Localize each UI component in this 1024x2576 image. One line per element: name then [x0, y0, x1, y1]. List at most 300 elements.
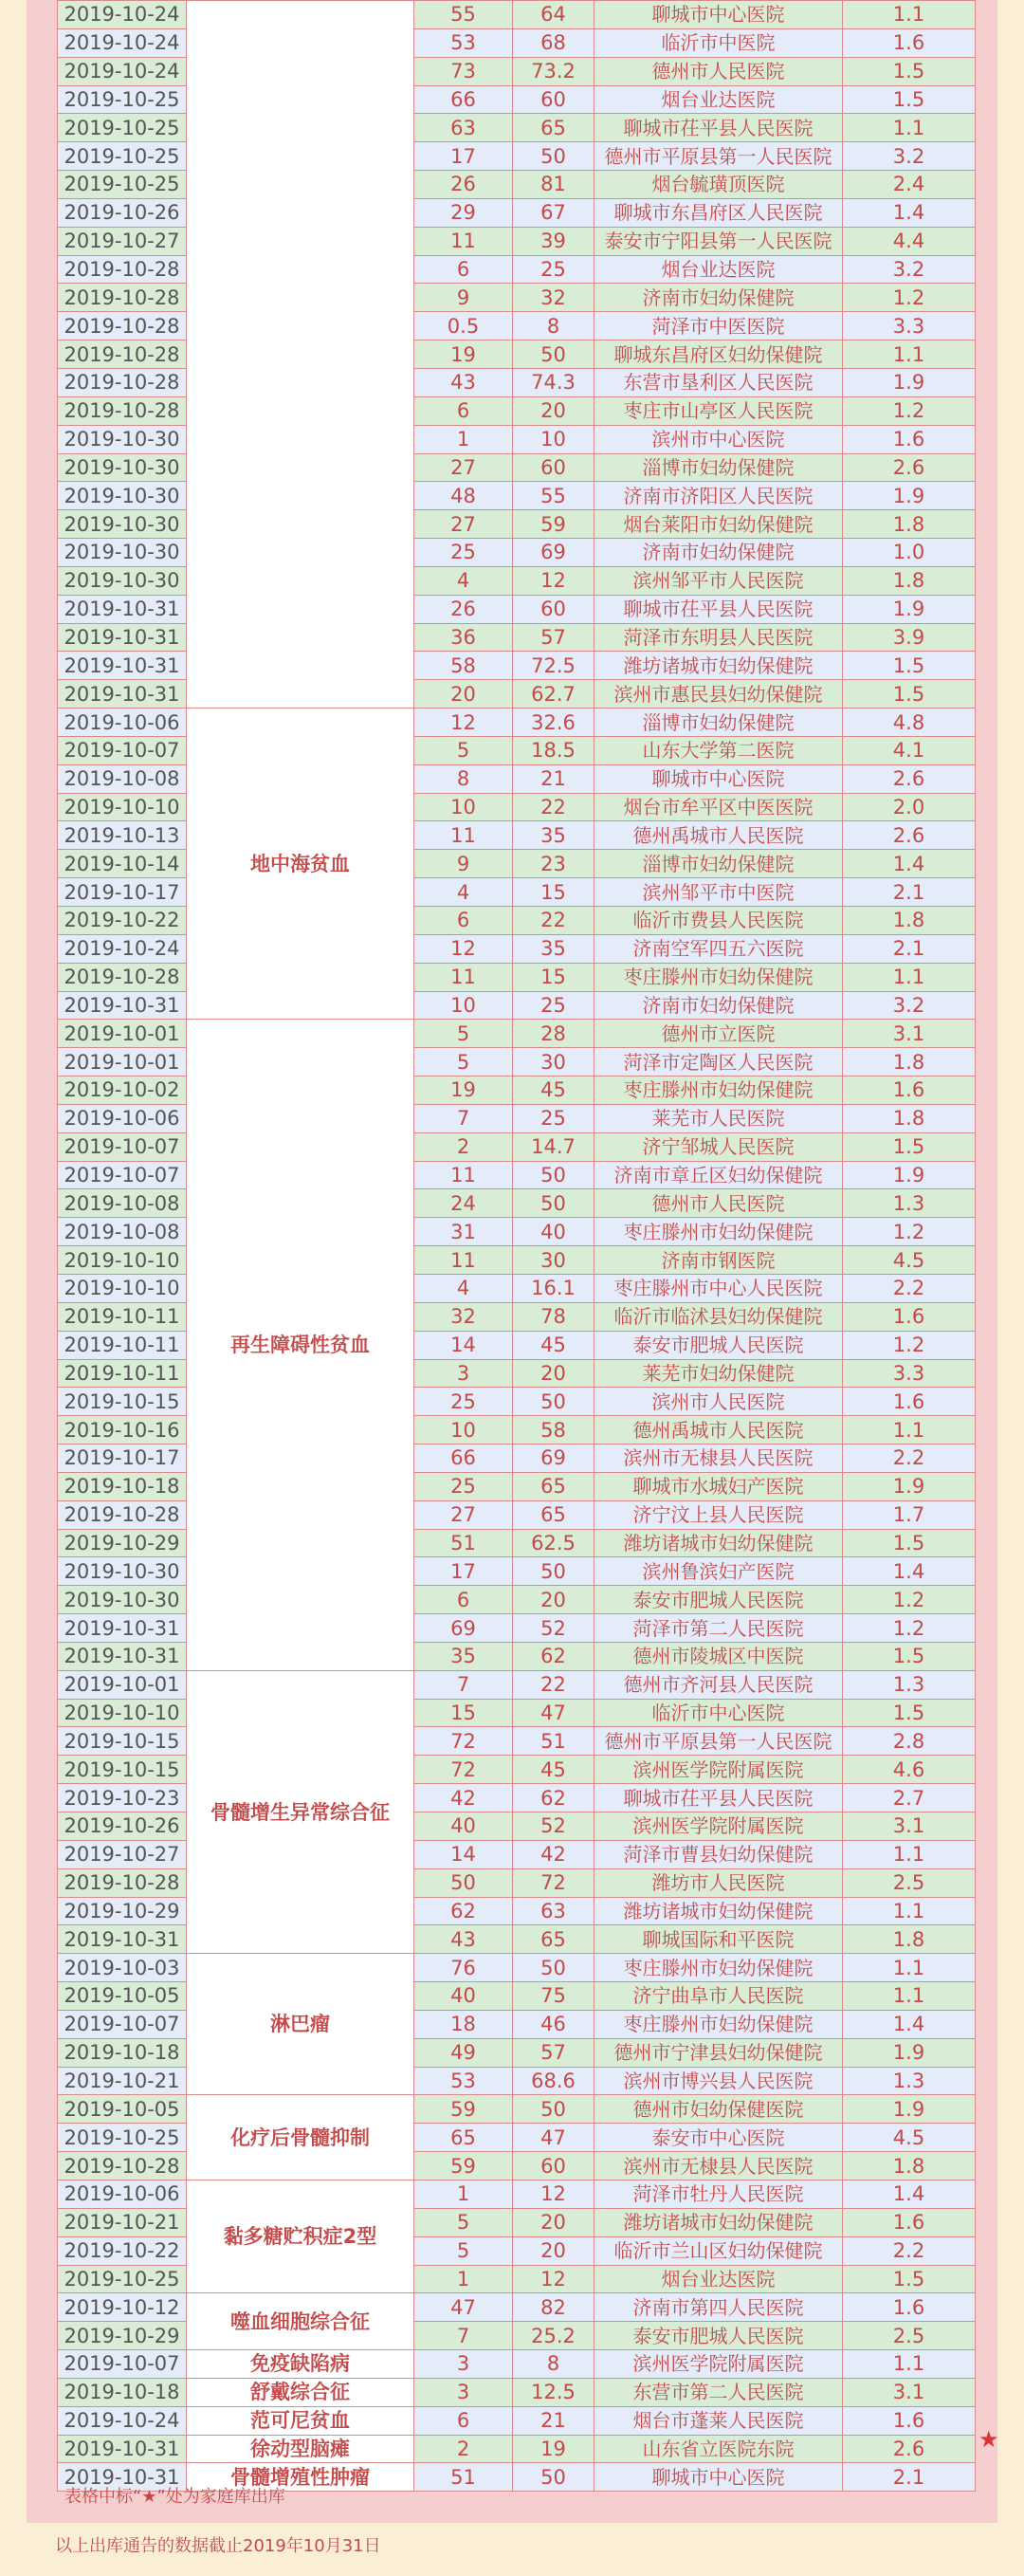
- value-a-cell: 2: [414, 2435, 513, 2463]
- value-b-cell: 10: [513, 425, 594, 453]
- date-cell: 2019-10-24: [58, 1, 187, 29]
- value-b-cell: 16.1: [513, 1274, 594, 1302]
- data-cutoff-footer: 以上出库通告的数据截止2019年10月31日: [55, 2536, 381, 2556]
- hospital-cell: 滨州市人民医院: [594, 1388, 843, 1416]
- value-r-cell: 1.9: [843, 595, 976, 623]
- hospital-cell: 德州禹城市人民医院: [594, 821, 843, 850]
- value-r-cell: 1.1: [843, 1, 976, 29]
- value-a-cell: 50: [414, 1868, 513, 1897]
- value-r-cell: 2.8: [843, 1727, 976, 1756]
- value-r-cell: 3.1: [843, 1020, 976, 1048]
- value-a-cell: 31: [414, 1218, 513, 1246]
- value-a-cell: 72: [414, 1756, 513, 1784]
- date-cell: 2019-10-08: [58, 1218, 187, 1246]
- value-a-cell: 14: [414, 1840, 513, 1868]
- hospital-cell: 临沂市费县人民医院: [594, 907, 843, 935]
- value-r-cell: 1.7: [843, 1500, 976, 1529]
- value-r-cell: 1.5: [843, 2265, 976, 2293]
- date-cell: 2019-10-13: [58, 821, 187, 850]
- value-a-cell: 1: [414, 425, 513, 453]
- table-row: [58, 1954, 976, 1982]
- value-a-cell: 58: [414, 652, 513, 680]
- date-cell: 2019-10-25: [58, 171, 187, 199]
- value-b-cell: 35: [513, 821, 594, 850]
- value-b-cell: 18.5: [513, 736, 594, 764]
- value-r-cell: 2.1: [843, 2463, 976, 2492]
- value-b-cell: 20: [513, 396, 594, 425]
- value-b-cell: 45: [513, 1756, 594, 1784]
- value-r-cell: 1.9: [843, 368, 976, 396]
- hospital-cell: 东营市垦利区人民医院: [594, 368, 843, 396]
- hospital-cell: 烟台业达医院: [594, 2265, 843, 2293]
- date-cell: 2019-10-31: [58, 652, 187, 680]
- value-a-cell: 1: [414, 2180, 513, 2208]
- value-r-cell: 1.1: [843, 1897, 976, 1925]
- hospital-cell: 泰安市宁阳县第一人民医院: [594, 227, 843, 255]
- value-b-cell: 50: [513, 1954, 594, 1982]
- date-cell: 2019-10-01: [58, 1048, 187, 1076]
- value-b-cell: 23: [513, 850, 594, 878]
- value-b-cell: 68.6: [513, 2067, 594, 2095]
- value-b-cell: 40: [513, 1218, 594, 1246]
- value-r-cell: 1.2: [843, 396, 976, 425]
- value-r-cell: 2.0: [843, 793, 976, 821]
- value-r-cell: 1.5: [843, 680, 976, 708]
- value-b-cell: 64: [513, 1, 594, 29]
- hospital-cell: 山东省立医院东院: [594, 2435, 843, 2463]
- hospital-cell: 潍坊诸城市妇幼保健院: [594, 652, 843, 680]
- value-b-cell: 62: [513, 1784, 594, 1812]
- value-a-cell: 25: [414, 1472, 513, 1500]
- hospital-cell: 烟台市牟平区中医医院: [594, 793, 843, 821]
- date-cell: 2019-10-25: [58, 2265, 187, 2293]
- date-cell: 2019-10-28: [58, 396, 187, 425]
- value-a-cell: 4: [414, 566, 513, 595]
- value-b-cell: 62.5: [513, 1529, 594, 1557]
- date-cell: 2019-10-27: [58, 227, 187, 255]
- value-b-cell: 57: [513, 623, 594, 652]
- value-r-cell: 2.2: [843, 2236, 976, 2265]
- value-r-cell: 2.7: [843, 1784, 976, 1812]
- date-cell: 2019-10-16: [58, 1416, 187, 1444]
- value-b-cell: 60: [513, 85, 594, 114]
- date-cell: 2019-10-28: [58, 340, 187, 369]
- value-r-cell: 2.6: [843, 453, 976, 482]
- hospital-cell: 德州市齐河县人民医院: [594, 1670, 843, 1699]
- value-a-cell: 43: [414, 368, 513, 396]
- hospital-cell: 烟台业达医院: [594, 85, 843, 114]
- value-r-cell: 1.6: [843, 2208, 976, 2236]
- value-b-cell: 65: [513, 1472, 594, 1500]
- hospital-cell: 聊城市中心医院: [594, 1, 843, 29]
- data-sheet: [57, 0, 975, 2489]
- value-r-cell: 1.5: [843, 652, 976, 680]
- value-r-cell: 1.3: [843, 1189, 976, 1218]
- value-r-cell: 1.1: [843, 340, 976, 369]
- value-a-cell: 32: [414, 1302, 513, 1331]
- value-a-cell: 53: [414, 28, 513, 57]
- table-row: [58, 2378, 976, 2406]
- table-row: [58, 2350, 976, 2379]
- value-r-cell: 1.4: [843, 198, 976, 227]
- value-b-cell: 50: [513, 1557, 594, 1586]
- disease-cell: [187, 1, 414, 708]
- value-r-cell: 3.3: [843, 1359, 976, 1388]
- value-a-cell: 73: [414, 57, 513, 85]
- hospital-cell: 济南市妇幼保健院: [594, 991, 843, 1020]
- value-r-cell: 3.2: [843, 991, 976, 1020]
- value-a-cell: 53: [414, 2067, 513, 2095]
- hospital-cell: 烟台毓璜顶医院: [594, 171, 843, 199]
- hospital-cell: 济南市妇幼保健院: [594, 539, 843, 567]
- value-a-cell: 27: [414, 453, 513, 482]
- date-cell: 2019-10-24: [58, 28, 187, 57]
- date-cell: 2019-10-27: [58, 1840, 187, 1868]
- hospital-cell: 德州市平原县第一人民医院: [594, 1727, 843, 1756]
- value-b-cell: 20: [513, 2208, 594, 2236]
- date-cell: 2019-10-15: [58, 1756, 187, 1784]
- value-b-cell: 58: [513, 1416, 594, 1444]
- value-r-cell: 1.6: [843, 425, 976, 453]
- value-r-cell: 1.3: [843, 2067, 976, 2095]
- value-b-cell: 14.7: [513, 1132, 594, 1161]
- hospital-cell: 济南市济阳区人民医院: [594, 482, 843, 510]
- hospital-cell: 东营市第二人民医院: [594, 2378, 843, 2406]
- value-r-cell: 1.2: [843, 1331, 976, 1359]
- disease-cell: 地中海贫血: [187, 708, 414, 1020]
- value-a-cell: 8: [414, 764, 513, 793]
- date-cell: 2019-10-10: [58, 1274, 187, 1302]
- hospital-cell: 德州市人民医院: [594, 57, 843, 85]
- value-a-cell: 12: [414, 708, 513, 737]
- disease-cell: 范可尼贫血: [187, 2406, 414, 2435]
- hospital-cell: 枣庄滕州市妇幼保健院: [594, 2010, 843, 2038]
- value-r-cell: 1.8: [843, 566, 976, 595]
- date-cell: 2019-10-30: [58, 453, 187, 482]
- value-a-cell: 35: [414, 1642, 513, 1670]
- value-r-cell: 1.8: [843, 510, 976, 539]
- value-b-cell: 25.2: [513, 2322, 594, 2350]
- hospital-cell: 枣庄滕州市妇幼保健院: [594, 1218, 843, 1246]
- value-b-cell: 19: [513, 2435, 594, 2463]
- value-b-cell: 51: [513, 1727, 594, 1756]
- hospital-cell: 德州市平原县第一人民医院: [594, 142, 843, 171]
- value-r-cell: 1.1: [843, 1982, 976, 2011]
- value-b-cell: 81: [513, 171, 594, 199]
- value-b-cell: 20: [513, 1586, 594, 1614]
- value-a-cell: 12: [414, 934, 513, 963]
- value-r-cell: 1.6: [843, 2406, 976, 2435]
- value-a-cell: 7: [414, 1104, 513, 1132]
- value-r-cell: 1.1: [843, 1840, 976, 1868]
- value-a-cell: 5: [414, 2236, 513, 2265]
- value-r-cell: 2.1: [843, 878, 976, 907]
- value-r-cell: 1.4: [843, 2010, 976, 2038]
- hospital-cell: 烟台业达医院: [594, 255, 843, 284]
- value-r-cell: 4.8: [843, 708, 976, 737]
- value-a-cell: 26: [414, 171, 513, 199]
- hospital-cell: 临沂市兰山区妇幼保健院: [594, 2236, 843, 2265]
- value-b-cell: 57: [513, 2038, 594, 2067]
- date-cell: 2019-10-30: [58, 482, 187, 510]
- value-a-cell: 6: [414, 2406, 513, 2435]
- value-r-cell: 2.2: [843, 1444, 976, 1473]
- value-a-cell: 10: [414, 991, 513, 1020]
- value-r-cell: 1.5: [843, 57, 976, 85]
- value-r-cell: 1.3: [843, 1670, 976, 1699]
- hospital-cell: 滨州邹平市中医院: [594, 878, 843, 907]
- date-cell: 2019-10-30: [58, 425, 187, 453]
- value-a-cell: 48: [414, 482, 513, 510]
- value-r-cell: 1.1: [843, 114, 976, 142]
- date-cell: 2019-10-08: [58, 764, 187, 793]
- value-a-cell: 40: [414, 1812, 513, 1841]
- hospital-cell: 德州市陵城区中医院: [594, 1642, 843, 1670]
- date-cell: 2019-10-30: [58, 1557, 187, 1586]
- value-a-cell: 1: [414, 2265, 513, 2293]
- date-cell: 2019-10-30: [58, 566, 187, 595]
- value-a-cell: 17: [414, 1557, 513, 1586]
- hospital-cell: 淄博市妇幼保健院: [594, 453, 843, 482]
- value-b-cell: 15: [513, 963, 594, 991]
- value-a-cell: 15: [414, 1699, 513, 1727]
- family-bank-star-icon: ★: [978, 2426, 999, 2453]
- value-a-cell: 9: [414, 284, 513, 312]
- value-b-cell: 46: [513, 2010, 594, 2038]
- hospital-cell: 聊城市茌平县人民医院: [594, 595, 843, 623]
- date-cell: 2019-10-06: [58, 1104, 187, 1132]
- value-a-cell: 17: [414, 142, 513, 171]
- value-a-cell: 66: [414, 1444, 513, 1473]
- value-r-cell: 1.9: [843, 1161, 976, 1189]
- hospital-cell: 枣庄滕州市妇幼保健院: [594, 1076, 843, 1105]
- date-cell: 2019-10-26: [58, 198, 187, 227]
- date-cell: 2019-10-25: [58, 142, 187, 171]
- date-cell: 2019-10-10: [58, 1699, 187, 1727]
- value-a-cell: 3: [414, 2350, 513, 2379]
- value-b-cell: 45: [513, 1076, 594, 1105]
- hospital-cell: 滨州市惠民县妇幼保健院: [594, 680, 843, 708]
- value-b-cell: 25: [513, 1104, 594, 1132]
- date-cell: 2019-10-01: [58, 1020, 187, 1048]
- value-a-cell: 4: [414, 878, 513, 907]
- table-row: [58, 1020, 976, 1048]
- value-b-cell: 68: [513, 28, 594, 57]
- value-b-cell: 42: [513, 1840, 594, 1868]
- value-r-cell: 2.6: [843, 764, 976, 793]
- value-b-cell: 74.3: [513, 368, 594, 396]
- date-cell: 2019-10-25: [58, 114, 187, 142]
- value-r-cell: 1.6: [843, 2293, 976, 2322]
- value-r-cell: 1.8: [843, 1104, 976, 1132]
- date-cell: 2019-10-23: [58, 1784, 187, 1812]
- value-a-cell: 6: [414, 396, 513, 425]
- hospital-cell: 德州市妇幼保健医院: [594, 2095, 843, 2124]
- value-b-cell: 12: [513, 2180, 594, 2208]
- disease-cell: 噬血细胞综合征: [187, 2293, 414, 2350]
- value-b-cell: 52: [513, 1812, 594, 1841]
- value-b-cell: 55: [513, 482, 594, 510]
- disease-cell: 舒戴综合征: [187, 2378, 414, 2406]
- value-r-cell: 2.2: [843, 1274, 976, 1302]
- value-r-cell: 4.5: [843, 2124, 976, 2152]
- value-r-cell: 1.8: [843, 1048, 976, 1076]
- date-cell: 2019-10-22: [58, 907, 187, 935]
- date-cell: 2019-10-11: [58, 1359, 187, 1388]
- date-cell: 2019-10-21: [58, 2067, 187, 2095]
- release-table: [57, 0, 976, 2492]
- value-b-cell: 39: [513, 227, 594, 255]
- hospital-cell: 枣庄滕州市妇幼保健院: [594, 1954, 843, 1982]
- value-b-cell: 28: [513, 1020, 594, 1048]
- value-a-cell: 65: [414, 2124, 513, 2152]
- value-a-cell: 47: [414, 2293, 513, 2322]
- value-a-cell: 3: [414, 2378, 513, 2406]
- disease-cell: 再生障碍性贫血: [187, 1020, 414, 1670]
- value-a-cell: 51: [414, 2463, 513, 2492]
- value-r-cell: 1.6: [843, 28, 976, 57]
- hospital-cell: 聊城东昌府区妇幼保健院: [594, 340, 843, 369]
- value-b-cell: 73.2: [513, 57, 594, 85]
- value-b-cell: 22: [513, 793, 594, 821]
- disease-cell: 化疗后骨髓抑制: [187, 2095, 414, 2180]
- date-cell: 2019-10-31: [58, 2463, 187, 2492]
- hospital-cell: 济南市第四人民医院: [594, 2293, 843, 2322]
- date-cell: 2019-10-11: [58, 1331, 187, 1359]
- date-cell: 2019-10-05: [58, 1982, 187, 2011]
- value-r-cell: 1.4: [843, 850, 976, 878]
- date-cell: 2019-10-31: [58, 623, 187, 652]
- value-b-cell: 50: [513, 142, 594, 171]
- value-a-cell: 10: [414, 793, 513, 821]
- date-cell: 2019-10-26: [58, 1812, 187, 1841]
- value-r-cell: 1.1: [843, 1416, 976, 1444]
- value-r-cell: 1.6: [843, 1388, 976, 1416]
- value-r-cell: 3.9: [843, 623, 976, 652]
- value-r-cell: 1.1: [843, 2350, 976, 2379]
- value-b-cell: 45: [513, 1331, 594, 1359]
- value-a-cell: 55: [414, 1, 513, 29]
- hospital-cell: 枣庄滕州市妇幼保健院: [594, 963, 843, 991]
- table-row: [58, 2435, 976, 2463]
- value-a-cell: 11: [414, 821, 513, 850]
- value-r-cell: 3.2: [843, 142, 976, 171]
- value-a-cell: 66: [414, 85, 513, 114]
- value-b-cell: 35: [513, 934, 594, 963]
- hospital-cell: 聊城市水城妇产医院: [594, 1472, 843, 1500]
- disease-cell: 徐动型脑瘫: [187, 2435, 414, 2463]
- value-b-cell: 47: [513, 1699, 594, 1727]
- table-row: [58, 1670, 976, 1699]
- value-b-cell: 62.7: [513, 680, 594, 708]
- date-cell: 2019-10-08: [58, 1189, 187, 1218]
- value-r-cell: 1.5: [843, 85, 976, 114]
- date-cell: 2019-10-07: [58, 1161, 187, 1189]
- hospital-cell: 滨州邹平市人民医院: [594, 566, 843, 595]
- hospital-cell: 临沂市中医院: [594, 28, 843, 57]
- value-b-cell: 22: [513, 907, 594, 935]
- value-a-cell: 49: [414, 2038, 513, 2067]
- disease-cell: 免疫缺陷病: [187, 2350, 414, 2379]
- value-r-cell: 4.5: [843, 1246, 976, 1275]
- value-a-cell: 2: [414, 1132, 513, 1161]
- value-r-cell: 1.2: [843, 1586, 976, 1614]
- hospital-cell: 德州禹城市人民医院: [594, 1416, 843, 1444]
- date-cell: 2019-10-24: [58, 57, 187, 85]
- value-a-cell: 11: [414, 227, 513, 255]
- value-r-cell: 3.1: [843, 1812, 976, 1841]
- value-b-cell: 30: [513, 1246, 594, 1275]
- value-a-cell: 9: [414, 850, 513, 878]
- date-cell: 2019-10-28: [58, 284, 187, 312]
- date-cell: 2019-10-15: [58, 1727, 187, 1756]
- value-a-cell: 10: [414, 1416, 513, 1444]
- date-cell: 2019-10-07: [58, 2350, 187, 2379]
- value-b-cell: 25: [513, 255, 594, 284]
- value-b-cell: 25: [513, 991, 594, 1020]
- value-b-cell: 82: [513, 2293, 594, 2322]
- value-a-cell: 19: [414, 340, 513, 369]
- hospital-cell: 淄博市妇幼保健院: [594, 708, 843, 737]
- value-r-cell: 3.2: [843, 255, 976, 284]
- value-r-cell: 1.8: [843, 907, 976, 935]
- value-a-cell: 76: [414, 1954, 513, 1982]
- value-b-cell: 12: [513, 566, 594, 595]
- table-row: [58, 708, 976, 737]
- hospital-cell: 滨州市无棣县人民医院: [594, 1444, 843, 1473]
- disease-cell: 黏多糖贮积症2型: [187, 2180, 414, 2292]
- date-cell: 2019-10-15: [58, 1388, 187, 1416]
- value-b-cell: 50: [513, 2463, 594, 2492]
- value-b-cell: 30: [513, 1048, 594, 1076]
- value-r-cell: 2.1: [843, 934, 976, 963]
- hospital-cell: 聊城市东昌府区人民医院: [594, 198, 843, 227]
- date-cell: 2019-10-30: [58, 539, 187, 567]
- value-a-cell: 40: [414, 1982, 513, 2011]
- hospital-cell: 菏泽市曹县妇幼保健院: [594, 1840, 843, 1868]
- value-r-cell: 2.6: [843, 2435, 976, 2463]
- date-cell: 2019-10-28: [58, 255, 187, 284]
- value-r-cell: 2.5: [843, 2322, 976, 2350]
- date-cell: 2019-10-31: [58, 1614, 187, 1643]
- disease-cell: 骨髓增生异常综合征: [187, 1670, 414, 1953]
- value-a-cell: 42: [414, 1784, 513, 1812]
- date-cell: 2019-10-25: [58, 85, 187, 114]
- value-r-cell: 1.8: [843, 2152, 976, 2180]
- value-a-cell: 19: [414, 1076, 513, 1105]
- value-a-cell: 5: [414, 1020, 513, 1048]
- value-a-cell: 26: [414, 595, 513, 623]
- hospital-cell: 菏泽市东明县人民医院: [594, 623, 843, 652]
- value-b-cell: 60: [513, 2152, 594, 2180]
- hospital-cell: 泰安市肥城人民医院: [594, 2322, 843, 2350]
- date-cell: 2019-10-28: [58, 368, 187, 396]
- date-cell: 2019-10-06: [58, 708, 187, 737]
- value-b-cell: 21: [513, 2406, 594, 2435]
- value-b-cell: 59: [513, 510, 594, 539]
- value-b-cell: 69: [513, 1444, 594, 1473]
- date-cell: 2019-10-28: [58, 1500, 187, 1529]
- value-a-cell: 25: [414, 539, 513, 567]
- value-a-cell: 72: [414, 1727, 513, 1756]
- value-b-cell: 65: [513, 114, 594, 142]
- hospital-cell: 莱芜市妇幼保健院: [594, 1359, 843, 1388]
- value-r-cell: 1.4: [843, 1557, 976, 1586]
- value-b-cell: 47: [513, 2124, 594, 2152]
- value-a-cell: 14: [414, 1331, 513, 1359]
- value-b-cell: 21: [513, 764, 594, 793]
- value-r-cell: 1.2: [843, 284, 976, 312]
